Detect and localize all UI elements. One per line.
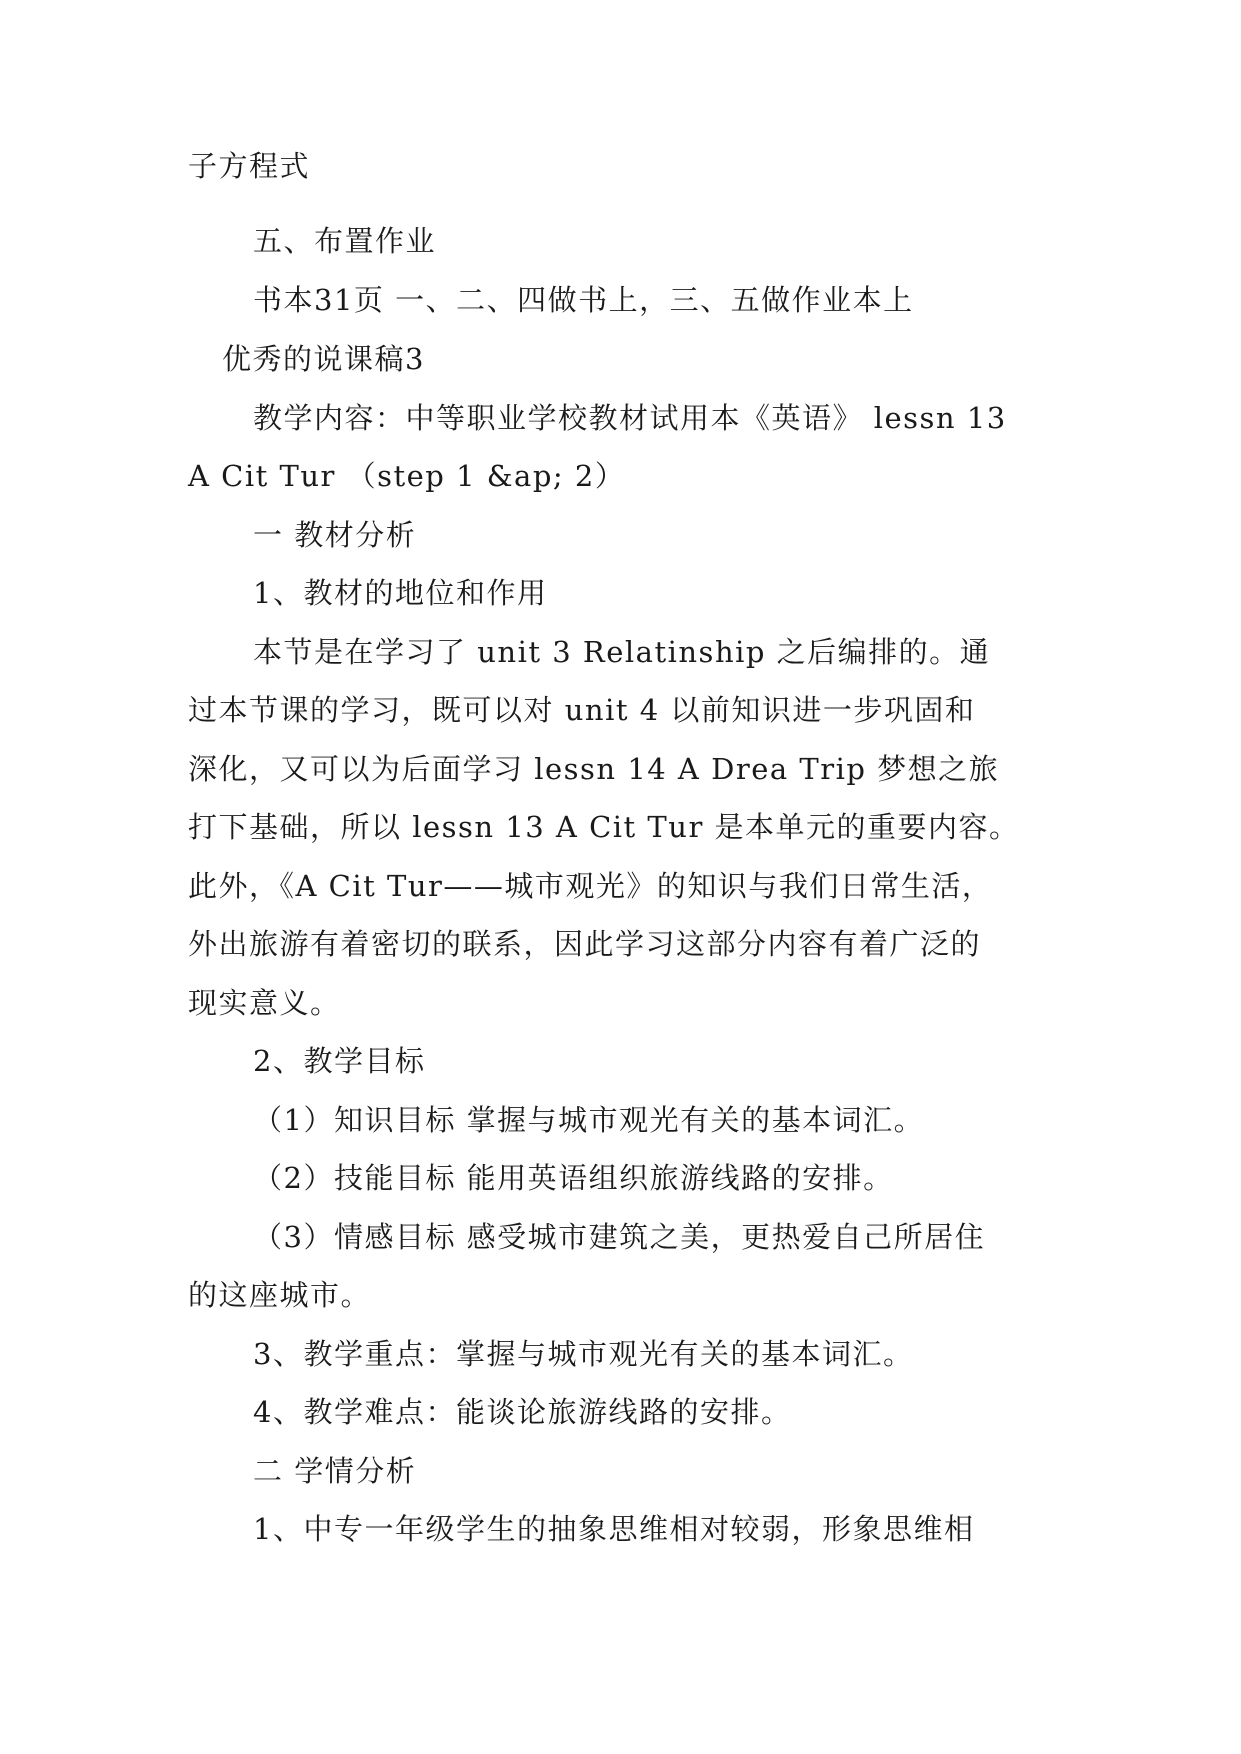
text-line: 1、中专一年级学生的抽象思维相对较弱，形象思维相 xyxy=(253,1512,975,1546)
section-heading: 一 教材分析 xyxy=(253,518,417,552)
text-line: 教学内容：中等职业学校教材试用本《英语》 lessn 13 xyxy=(253,401,1007,435)
text-line: 本节是在学习了 unit 3 Relatinship 之后编排的。通 xyxy=(253,635,991,669)
text-line: 子方程式 xyxy=(188,149,311,183)
text-line: 打下基础，所以 lessn 13 A Cit Tur 是本单元的重要内容。 xyxy=(188,810,1020,844)
subsection-heading: 3、教学重点：掌握与城市观光有关的基本词汇。 xyxy=(253,1337,914,1371)
document-title: 优秀的说课稿3 xyxy=(222,342,425,376)
subsection-heading: 4、教学难点：能谈论旅游线路的安排。 xyxy=(253,1395,792,1429)
section-heading: 五、布置作业 xyxy=(253,224,437,258)
text-line: 书本31页 一、二、四做书上，三、五做作业本上 xyxy=(253,283,914,317)
subsection-heading: 2、教学目标 xyxy=(253,1044,426,1078)
text-line: 外出旅游有着密切的联系，因此学习这部分内容有着广泛的 xyxy=(188,927,982,961)
text-line: 过本节课的学习，既可以对 unit 4 以前知识进一步巩固和 xyxy=(188,693,976,727)
section-heading: 二 学情分析 xyxy=(253,1454,417,1488)
text-line: 此外，《A Cit Tur——城市观光》的知识与我们日常生活， xyxy=(188,869,993,903)
text-line: 的这座城市。 xyxy=(188,1278,372,1312)
subsection-heading: 1、教材的地位和作用 xyxy=(253,576,548,610)
list-item: （1）知识目标 掌握与城市观光有关的基本词汇。 xyxy=(253,1103,925,1137)
text-line: 深化，又可以为后面学习 lessn 14 A Drea Trip 梦想之旅 xyxy=(188,752,1000,786)
text-line: 现实意义。 xyxy=(188,986,341,1020)
text-line: A Cit Tur （step 1 &ap; 2） xyxy=(188,459,626,493)
list-item: （2）技能目标 能用英语组织旅游线路的安排。 xyxy=(253,1161,894,1195)
list-item: （3）情感目标 感受城市建筑之美，更热爱自己所居住 xyxy=(253,1220,986,1254)
